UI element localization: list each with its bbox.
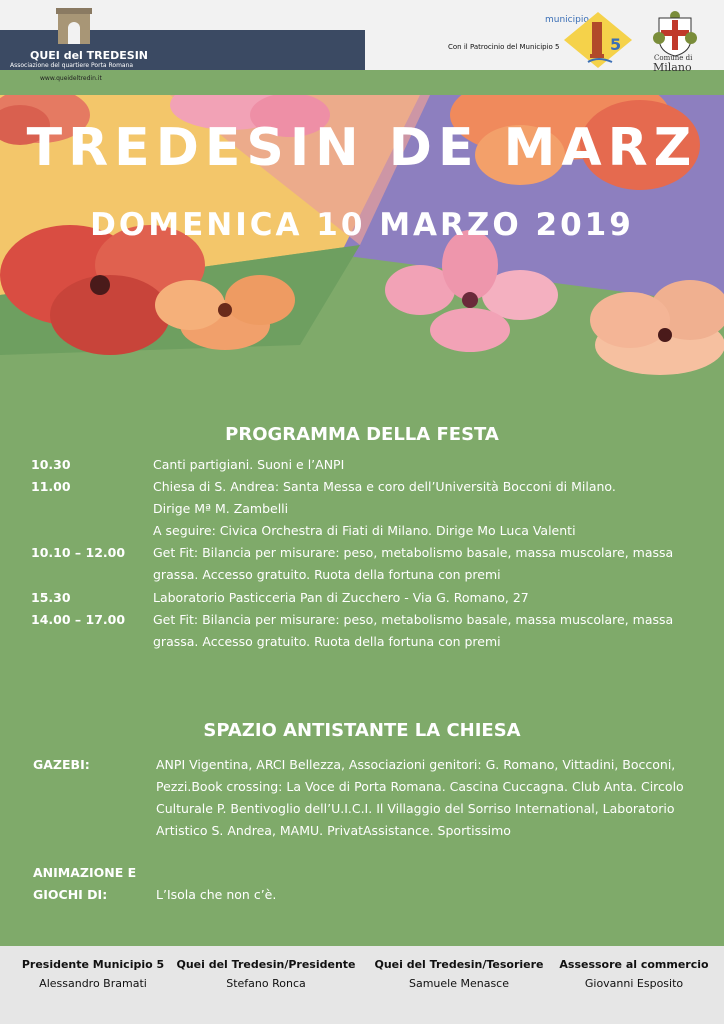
gazebi-line-1: ANPI Vigentina, ARCI Bellezza, Associazioni genitori: G. Romano, Vittadini, Bocconi, [156,757,676,772]
desc-5-line-2: grassa. Accesso gratuito. Ruota della fortuna con premi [153,634,501,649]
desc-2-line-2: Dirige Mª M. Zambelli [153,501,289,516]
footer-col-2 [176,958,356,990]
spazio-title: SPAZIO ANTISTANTE LA CHIESA [203,720,521,741]
gazebi-label: GAZEBI: [33,757,90,772]
comune-name-text: Milano [653,61,692,74]
patronage-text: Con il Patrocinio del Municipio 5 [448,43,560,51]
footer-name-2: Stefano Ronca [226,977,306,990]
desc-4-line-1: Laboratorio Pasticceria Pan di Zucchero - Via G. Romano, 27 [153,590,529,605]
gazebi-line-2: Pezzi.Book crossing: La Voce di Porta Romana. Cascina Cuccagna. Club Anta. Circolo [156,779,684,794]
footer-name-1: Alessandro Bramati [39,977,147,990]
footer-role-2: Quei del Tredesin/Presidente [176,958,356,971]
animazione-label-2: GIOCHI DI: [33,887,108,902]
time-1: 10.30 [31,457,71,472]
desc-3-line-2: grassa. Accesso gratuito. Ruota della fortuna con premi [153,567,501,582]
time-4: 15.30 [31,590,71,605]
programma-title: PROGRAMMA DELLA FESTA [225,424,499,445]
gazebi-line-4: Artistico S. Andrea, MAMU. PrivatAssistance. Sportissimo [156,823,511,838]
footer-col-3 [370,958,548,990]
animazione-label-1: ANIMAZIONE E [33,865,137,880]
event-title: TREDESIN DE MARZ [26,118,698,178]
time-3: 10.10 – 12.00 [31,545,126,560]
comune-di-text: Comune di [654,54,693,62]
municipio-logo-icon [562,10,634,72]
association-subtitle: Associazione del quartiere Porta Romana [10,62,134,69]
footer-col-1 [20,958,166,990]
desc-1-line-1: Canti partigiani. Suoni e l’ANPI [153,457,345,472]
footer-col-4 [554,958,714,990]
time-5: 14.00 – 17.00 [31,612,126,627]
footer-role-4: Assessore al commercio [559,958,709,971]
footer-role-3: Quei del Tredesin/Tesoriere [374,958,544,971]
association-block [0,0,365,70]
footer-name-4: Giovanni Esposito [584,977,684,990]
gazebi-line-3: Culturale P. Bentivoglio dell’U.I.C.I. Il Villaggio del Sorriso International, Laboratorio [156,801,675,816]
animazione-value: L’Isola che non c’è. [156,887,277,902]
association-name: QUEI del TREDESIN [30,49,149,62]
arch-logo-icon [54,4,94,44]
municipio-label: municipio [545,15,589,25]
time-2: 11.00 [31,479,71,494]
event-date: DOMENICA 10 MARZO 2019 [90,207,634,243]
footer-role-1: Presidente Municipio 5 [21,958,165,971]
desc-5-line-1: Get Fit: Bilancia per misurare: peso, metabolismo basale, massa muscolare, massa [153,612,674,627]
association-website: www.queideltredin.it [40,75,102,82]
municipio-number: 5 [610,35,622,54]
desc-2-line-1: Chiesa di S. Andrea: Santa Messa e coro dell’Università Bocconi di Milano. [153,479,616,494]
desc-3-line-1: Get Fit: Bilancia per misurare: peso, metabolismo basale, massa muscolare, massa [153,545,674,560]
footer-name-3: Samuele Menasce [408,977,509,990]
desc-2-line-3: A seguire: Civica Orchestra di Fiati di Milano. Dirige Mo Luca Valenti [153,523,576,538]
